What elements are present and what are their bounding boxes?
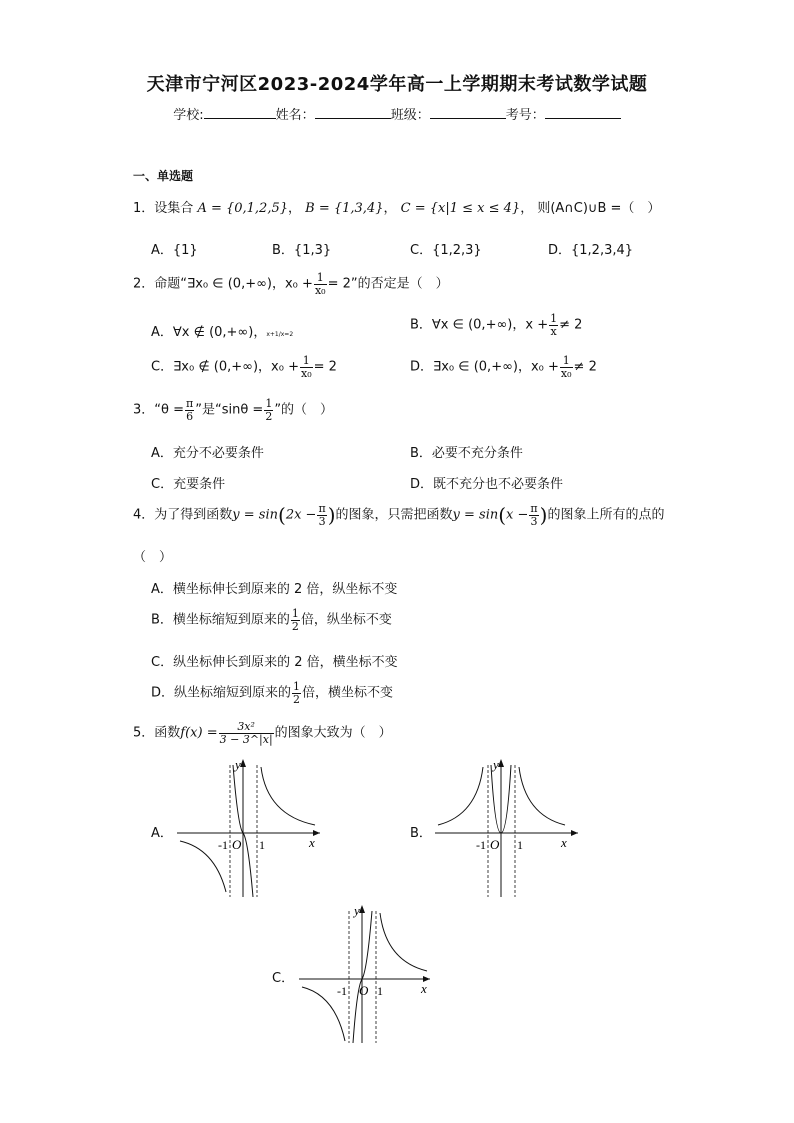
q4-text-3: 的图象上所有的点的	[547, 507, 665, 523]
q4-option-d-fraction	[292, 681, 301, 705]
name-label: 姓名：	[275, 108, 315, 123]
q1-option-d[interactable]: D．{1,2,3,4}	[548, 243, 634, 258]
y-axis-arrow	[498, 759, 504, 767]
q3-fraction-1	[185, 398, 194, 422]
q4-option-a[interactable]: A．横坐标伸长到原来的 2 倍，纵坐标不变	[151, 582, 398, 597]
q2-option-b-text: B．∀x ∈ (0,+∞)，x +	[410, 317, 549, 333]
q3-text-3: ”的（ ）	[274, 402, 334, 418]
q4-option-d-pre: D．纵坐标缩短到原来的	[151, 685, 292, 701]
q4-option-c[interactable]: C．纵坐标伸长到原来的 2 倍，横坐标不变	[151, 655, 398, 670]
tick-1: 1	[259, 838, 265, 852]
q5-text-2: 的图象大致为（ ）	[274, 725, 392, 741]
q2-number: 2．	[133, 276, 155, 292]
q3-option-d[interactable]: D．既不充分也不必要条件	[410, 477, 564, 492]
curve-right	[261, 767, 315, 825]
x-label: x	[421, 981, 427, 996]
origin-label: O	[232, 837, 242, 852]
q4-option-d-post: 倍，横坐标不变	[302, 685, 394, 701]
q4-frac1-num: π	[318, 502, 326, 515]
curve-left	[438, 767, 483, 825]
q2-option-c-den: x₀	[300, 366, 312, 380]
class-blank[interactable]	[430, 106, 506, 119]
school-label: 学校:	[173, 108, 204, 123]
q4-option-b-num: 1	[291, 607, 299, 620]
q5-graph-b[interactable]	[433, 757, 583, 900]
q4-option-d[interactable]	[151, 681, 393, 705]
q2-option-d-num: 1	[560, 355, 573, 368]
q5-function: f(x) =	[180, 725, 218, 741]
q2-option-a-text: A．∀x ∉ (0,+∞)，	[151, 325, 267, 340]
q5-fraction	[219, 721, 274, 745]
q2-option-d-den: x₀	[560, 366, 572, 380]
name-blank[interactable]	[315, 106, 391, 119]
q2-option-b-den: x	[550, 324, 557, 338]
school-blank[interactable]	[204, 106, 276, 119]
q3-fraction-2	[264, 398, 273, 422]
q5-frac-den: 3 − 3^|x|	[219, 732, 273, 746]
question-4: 4．为了得到函数y = sin(2x − $\frac{\pi}{3}$ )的图象，只需把函数y = sin(x − $\frac{\pi}{3}$ )的图象上所有的点的	[133, 502, 665, 528]
q4-text-2: 的图象，只需把函数	[335, 507, 453, 523]
q1-number: 1．	[133, 201, 155, 216]
q4-fraction-1	[317, 503, 326, 527]
q2-option-d[interactable]	[410, 355, 597, 379]
y-label: y	[354, 903, 360, 918]
q3-frac1-num: π	[186, 397, 194, 410]
q2-frac-num: 1	[314, 272, 327, 285]
q3-option-a[interactable]: A．充分不必要条件	[151, 446, 264, 461]
q1-option-c[interactable]: C．{1,2,3}	[410, 243, 482, 258]
curve-right	[519, 767, 565, 825]
q2-option-c-text: C．∃x₀ ∉ (0,+∞)，x₀ +	[151, 359, 299, 375]
tick-1: 1	[377, 984, 383, 998]
q1-option-a[interactable]: A．{1}	[151, 243, 198, 258]
q2-option-c[interactable]	[151, 355, 337, 379]
q3-frac2-den: 2	[265, 409, 273, 423]
q2-option-a-formula: x+1/x=2	[266, 331, 294, 338]
q3-text-2: ”是“sinθ =	[195, 402, 264, 418]
q4-number: 4．	[133, 507, 155, 523]
y-label: y	[235, 757, 241, 772]
q2-option-b-num: 1	[550, 312, 558, 325]
q4-frac1-den: 3	[318, 514, 326, 528]
q1-option-b[interactable]: B．{1,3}	[272, 243, 332, 258]
q4-option-b[interactable]	[151, 608, 392, 632]
y-label: y	[493, 757, 499, 772]
q3-number: 3．	[133, 402, 155, 418]
q5-text-1: 函数	[154, 725, 181, 741]
q3-option-c[interactable]: C．充要条件	[151, 477, 226, 492]
q2-option-c-num: 1	[300, 355, 313, 368]
q4-option-b-fraction	[291, 608, 300, 632]
x-axis-arrow	[571, 830, 578, 836]
q3-option-b[interactable]: B．必要不充分条件	[410, 446, 523, 461]
q1-set-b: B = {1,3,4}	[305, 201, 384, 216]
q1-set-c: C = {x|1 ≤ x ≤ 4}	[400, 201, 521, 216]
q2-option-d-post: ≠ 2	[573, 359, 597, 375]
number-blank[interactable]	[545, 106, 621, 119]
q4-option-b-den: 2	[291, 619, 299, 633]
q2-text-post: = 2”的否定是（ ）	[327, 276, 449, 292]
q4-paren: （ ）	[133, 550, 173, 565]
x-label: x	[561, 835, 567, 850]
q4-option-b-pre: B．横坐标缩短到原来的	[151, 612, 290, 628]
q2-frac-den: x₀	[314, 283, 326, 297]
q5-option-c-label[interactable]: C．	[272, 971, 295, 986]
q2-option-a[interactable]	[151, 321, 293, 340]
q1-set-a: A = {0,1,2,5}	[197, 201, 289, 216]
number-label: 考号：	[505, 108, 545, 123]
q3-frac2-num: 1	[265, 397, 273, 410]
tick-neg1: -1	[476, 838, 486, 852]
q4-func-1: y = sin	[232, 507, 278, 523]
q5-graph-c[interactable]	[297, 903, 437, 1046]
q3-frac1-den: 6	[186, 409, 194, 423]
q4-arg-2: x −	[506, 507, 529, 523]
q4-option-b-post: 倍，纵坐标不变	[300, 612, 392, 628]
q2-option-d-text: D．∃x₀ ∈ (0,+∞)，x₀ +	[410, 359, 559, 375]
x-label: x	[309, 835, 315, 850]
q5-graph-a[interactable]	[175, 757, 325, 900]
q5-number: 5．	[133, 725, 155, 741]
q1-ask: 则(A∩C)∪B =（ ）	[537, 201, 661, 216]
q4-frac2-den: 3	[530, 514, 538, 528]
origin-label: O	[359, 983, 369, 998]
q4-frac2-num: π	[530, 502, 538, 515]
q2-text-pre: 命题“∃x₀ ∈ (0,+∞)，x₀ +	[154, 276, 313, 292]
q2-option-c-fraction	[300, 355, 313, 379]
question-1: 1．设集合 A = {0,1,2,5}， B = {1,3,4}， C = {x|1 ≤ x ≤ 4}， 则(A∩C)∪B =（ ）	[133, 201, 661, 216]
question-2	[133, 272, 449, 296]
q2-fraction	[314, 272, 327, 296]
q1-text: 设集合	[154, 201, 194, 216]
y-axis-arrow	[240, 759, 246, 767]
y-axis-arrow	[359, 905, 365, 913]
q4-fraction-2	[529, 503, 538, 527]
page-title: 天津市宁河区2023-2024学年高一上学期期末考试数学试题	[146, 74, 648, 95]
q4-option-d-num: 1	[293, 680, 301, 693]
question-5	[133, 721, 392, 745]
student-info-line	[0, 104, 794, 123]
curve-right	[380, 913, 427, 971]
q2-option-b-post: ≠ 2	[559, 317, 583, 333]
q5-option-a-label[interactable]: A．	[151, 826, 173, 841]
section-heading: 一、单选题	[133, 169, 194, 183]
tick-1: 1	[517, 838, 523, 852]
q2-option-b-fraction	[549, 313, 558, 337]
q5-option-b-label[interactable]: B．	[410, 826, 432, 841]
question-3	[133, 398, 333, 422]
class-label: 班级：	[390, 108, 430, 123]
q4-func-2: y = sin	[452, 507, 499, 523]
tick-neg1: -1	[337, 984, 347, 998]
q5-frac-num: 3x²	[219, 721, 274, 734]
q4-option-d-den: 2	[293, 692, 301, 706]
q4-arg-1: 2x −	[285, 507, 317, 523]
q2-option-d-fraction	[560, 355, 573, 379]
q2-option-c-post: = 2	[313, 359, 337, 375]
q4-text-1: 为了得到函数	[154, 507, 233, 523]
q2-option-b[interactable]	[410, 313, 582, 337]
origin-label: O	[490, 837, 500, 852]
tick-neg1: -1	[218, 838, 228, 852]
q3-text-1: “θ =	[154, 402, 184, 418]
